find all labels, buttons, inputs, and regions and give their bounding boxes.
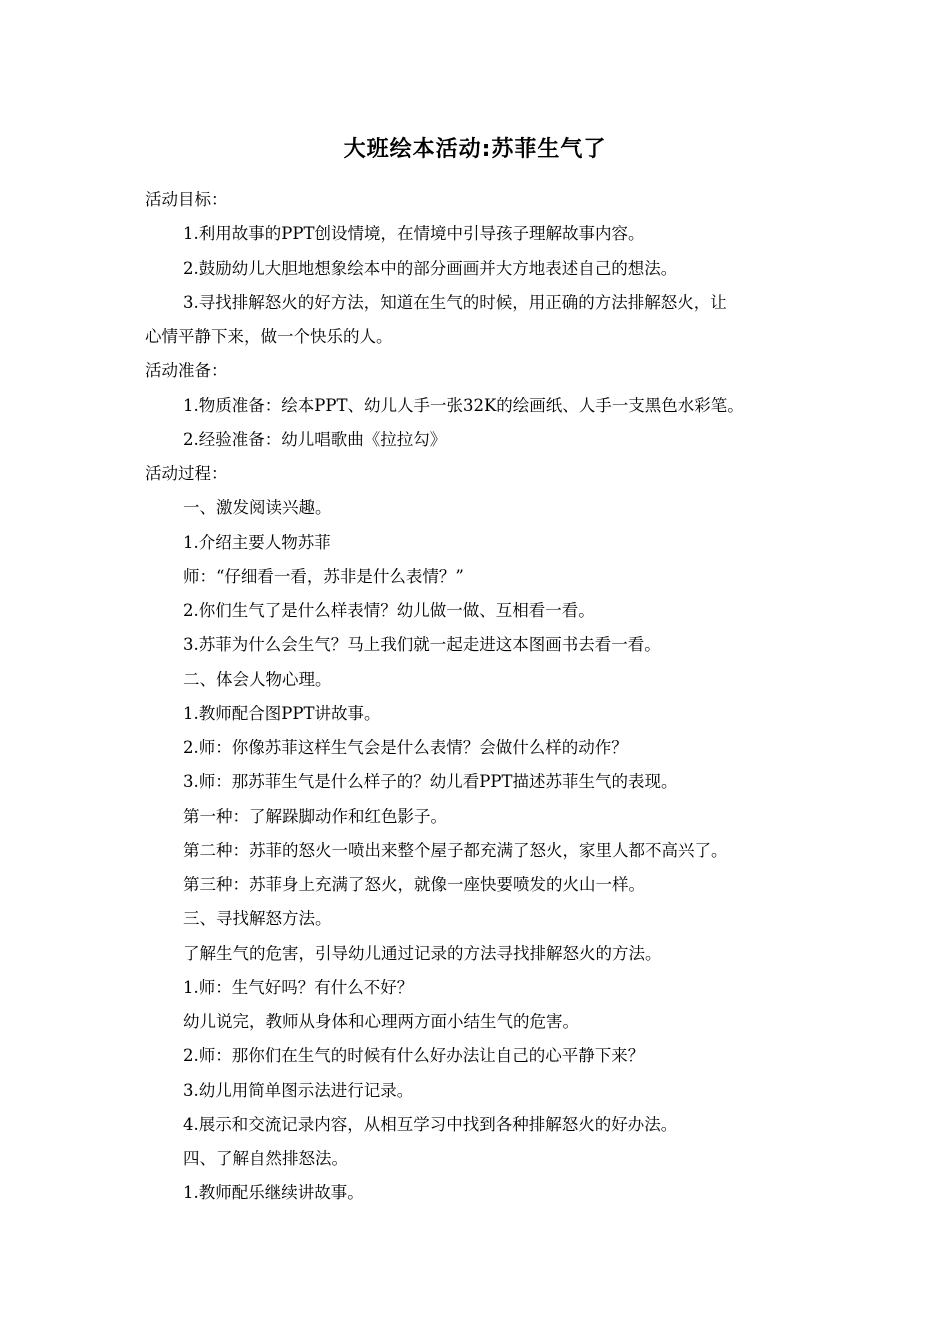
line-text: 1.利用故事的PPT创设情境，在情境中引导孩子理解故事内容。 bbox=[183, 224, 645, 244]
paragraph-line bbox=[0, 495, 950, 529]
line-text: 活动目标： bbox=[145, 190, 228, 209]
paragraph-line bbox=[0, 872, 950, 906]
line-text: 1.介绍主要人物苏菲 bbox=[183, 532, 331, 552]
line-text: 3.苏菲为什么会生气？马上我们就一起走进这本图画书去看一看。 bbox=[183, 635, 661, 655]
line-text: 3.寻找排解怒火的好方法，知道在生气的时候，用正确的方法排解怒火，让 bbox=[183, 292, 727, 312]
paragraph-line bbox=[0, 564, 950, 598]
line-text: 三、寻找解怒方法。 bbox=[183, 909, 332, 929]
paragraph-line bbox=[0, 393, 950, 427]
line-text: 四、了解自然排怒法。 bbox=[183, 1149, 348, 1168]
paragraph-line bbox=[0, 941, 950, 975]
document-title: 大班绘本活动:苏菲生气了 bbox=[343, 137, 607, 162]
paragraph-line bbox=[0, 427, 950, 461]
paragraph-line bbox=[0, 290, 950, 324]
line-text: 幼儿说完，教师从身体和心理两方面小结生气的危害。 bbox=[183, 1012, 579, 1031]
paragraph-line bbox=[0, 1043, 950, 1077]
line-text: 活动准备： bbox=[145, 361, 228, 381]
section-heading bbox=[0, 187, 950, 221]
line-text: 1.教师配合图PPT讲故事。 bbox=[183, 703, 381, 723]
document-body bbox=[0, 187, 950, 1215]
paragraph-line bbox=[0, 769, 950, 803]
paragraph-line bbox=[0, 632, 950, 666]
paragraph-line bbox=[0, 1078, 950, 1112]
line-text: 了解生气的危害，引导幼儿通过记录的方法寻找排解怒火的方法。 bbox=[183, 943, 662, 963]
section-heading bbox=[0, 461, 950, 495]
line-text: 2.鼓励幼儿大胆地想象绘本中的部分画画并大方地表述自己的想法。 bbox=[183, 258, 678, 278]
paragraph-line bbox=[0, 906, 950, 940]
paragraph-line bbox=[0, 1009, 950, 1043]
paragraph-line bbox=[0, 1180, 950, 1214]
line-text: 第二种：苏菲的怒火一喷出来整个屋子都充满了怒火，家里人都不高兴了。 bbox=[183, 840, 728, 860]
line-text: 二、体会人物心理。 bbox=[183, 669, 332, 689]
line-text: 第一种：了解跺脚动作和红色影子。 bbox=[183, 806, 447, 826]
line-text: 3.师：那苏菲生气是什么样子的？幼儿看PPT描述苏菲生气的表现。 bbox=[183, 772, 678, 792]
line-text: 1.师：生气好吗？有什么不好？ bbox=[183, 977, 414, 997]
line-text: 1.物质准备：绘本PPT、幼儿人手一张32K的绘画纸、人手一支黑色水彩笔。 bbox=[183, 395, 744, 415]
paragraph-line bbox=[0, 221, 950, 255]
paragraph-line bbox=[0, 1112, 950, 1146]
line-text: 2.你们生气了是什么样表情？幼儿做一做、互相看一看。 bbox=[183, 601, 595, 620]
line-text: 1.教师配乐继续讲故事。 bbox=[183, 1183, 364, 1203]
line-text: 师：“仔细看一看，苏非是什么表情？” bbox=[183, 566, 464, 586]
paragraph-line bbox=[0, 667, 950, 701]
paragraph-line bbox=[0, 1146, 950, 1180]
paragraph-line bbox=[0, 701, 950, 735]
line-text: 第三种：苏菲身上充满了怒火，就像一座快要喷发的火山一样。 bbox=[183, 875, 645, 894]
line-text: 2.经验准备：幼儿唱歌曲《拉拉勾》 bbox=[183, 429, 447, 449]
paragraph-line bbox=[0, 324, 950, 358]
paragraph-line bbox=[0, 256, 950, 290]
line-text: 一、激发阅读兴趣。 bbox=[183, 498, 332, 518]
line-text: 2.师：那你们在生气的时候有什么好办法让自己的心平静下来？ bbox=[183, 1046, 645, 1066]
paragraph-line bbox=[0, 598, 950, 632]
paragraph-line bbox=[0, 530, 950, 564]
section-heading bbox=[0, 358, 950, 392]
line-text: 3.幼儿用简单图示法进行记录。 bbox=[183, 1080, 414, 1100]
paragraph-line bbox=[0, 735, 950, 769]
line-text: 活动过程： bbox=[145, 464, 228, 483]
paragraph-line bbox=[0, 975, 950, 1009]
line-text: 4.展示和交流记录内容，从相互学习中找到各种排解怒火的好办法。 bbox=[183, 1114, 678, 1134]
paragraph-line bbox=[0, 838, 950, 872]
line-text: 心情平静下来，做一个快乐的人。 bbox=[145, 327, 393, 346]
paragraph-line bbox=[0, 804, 950, 838]
line-text: 2.师：你像苏菲这样生气会是什么表情？会做什么样的动作？ bbox=[183, 738, 628, 757]
